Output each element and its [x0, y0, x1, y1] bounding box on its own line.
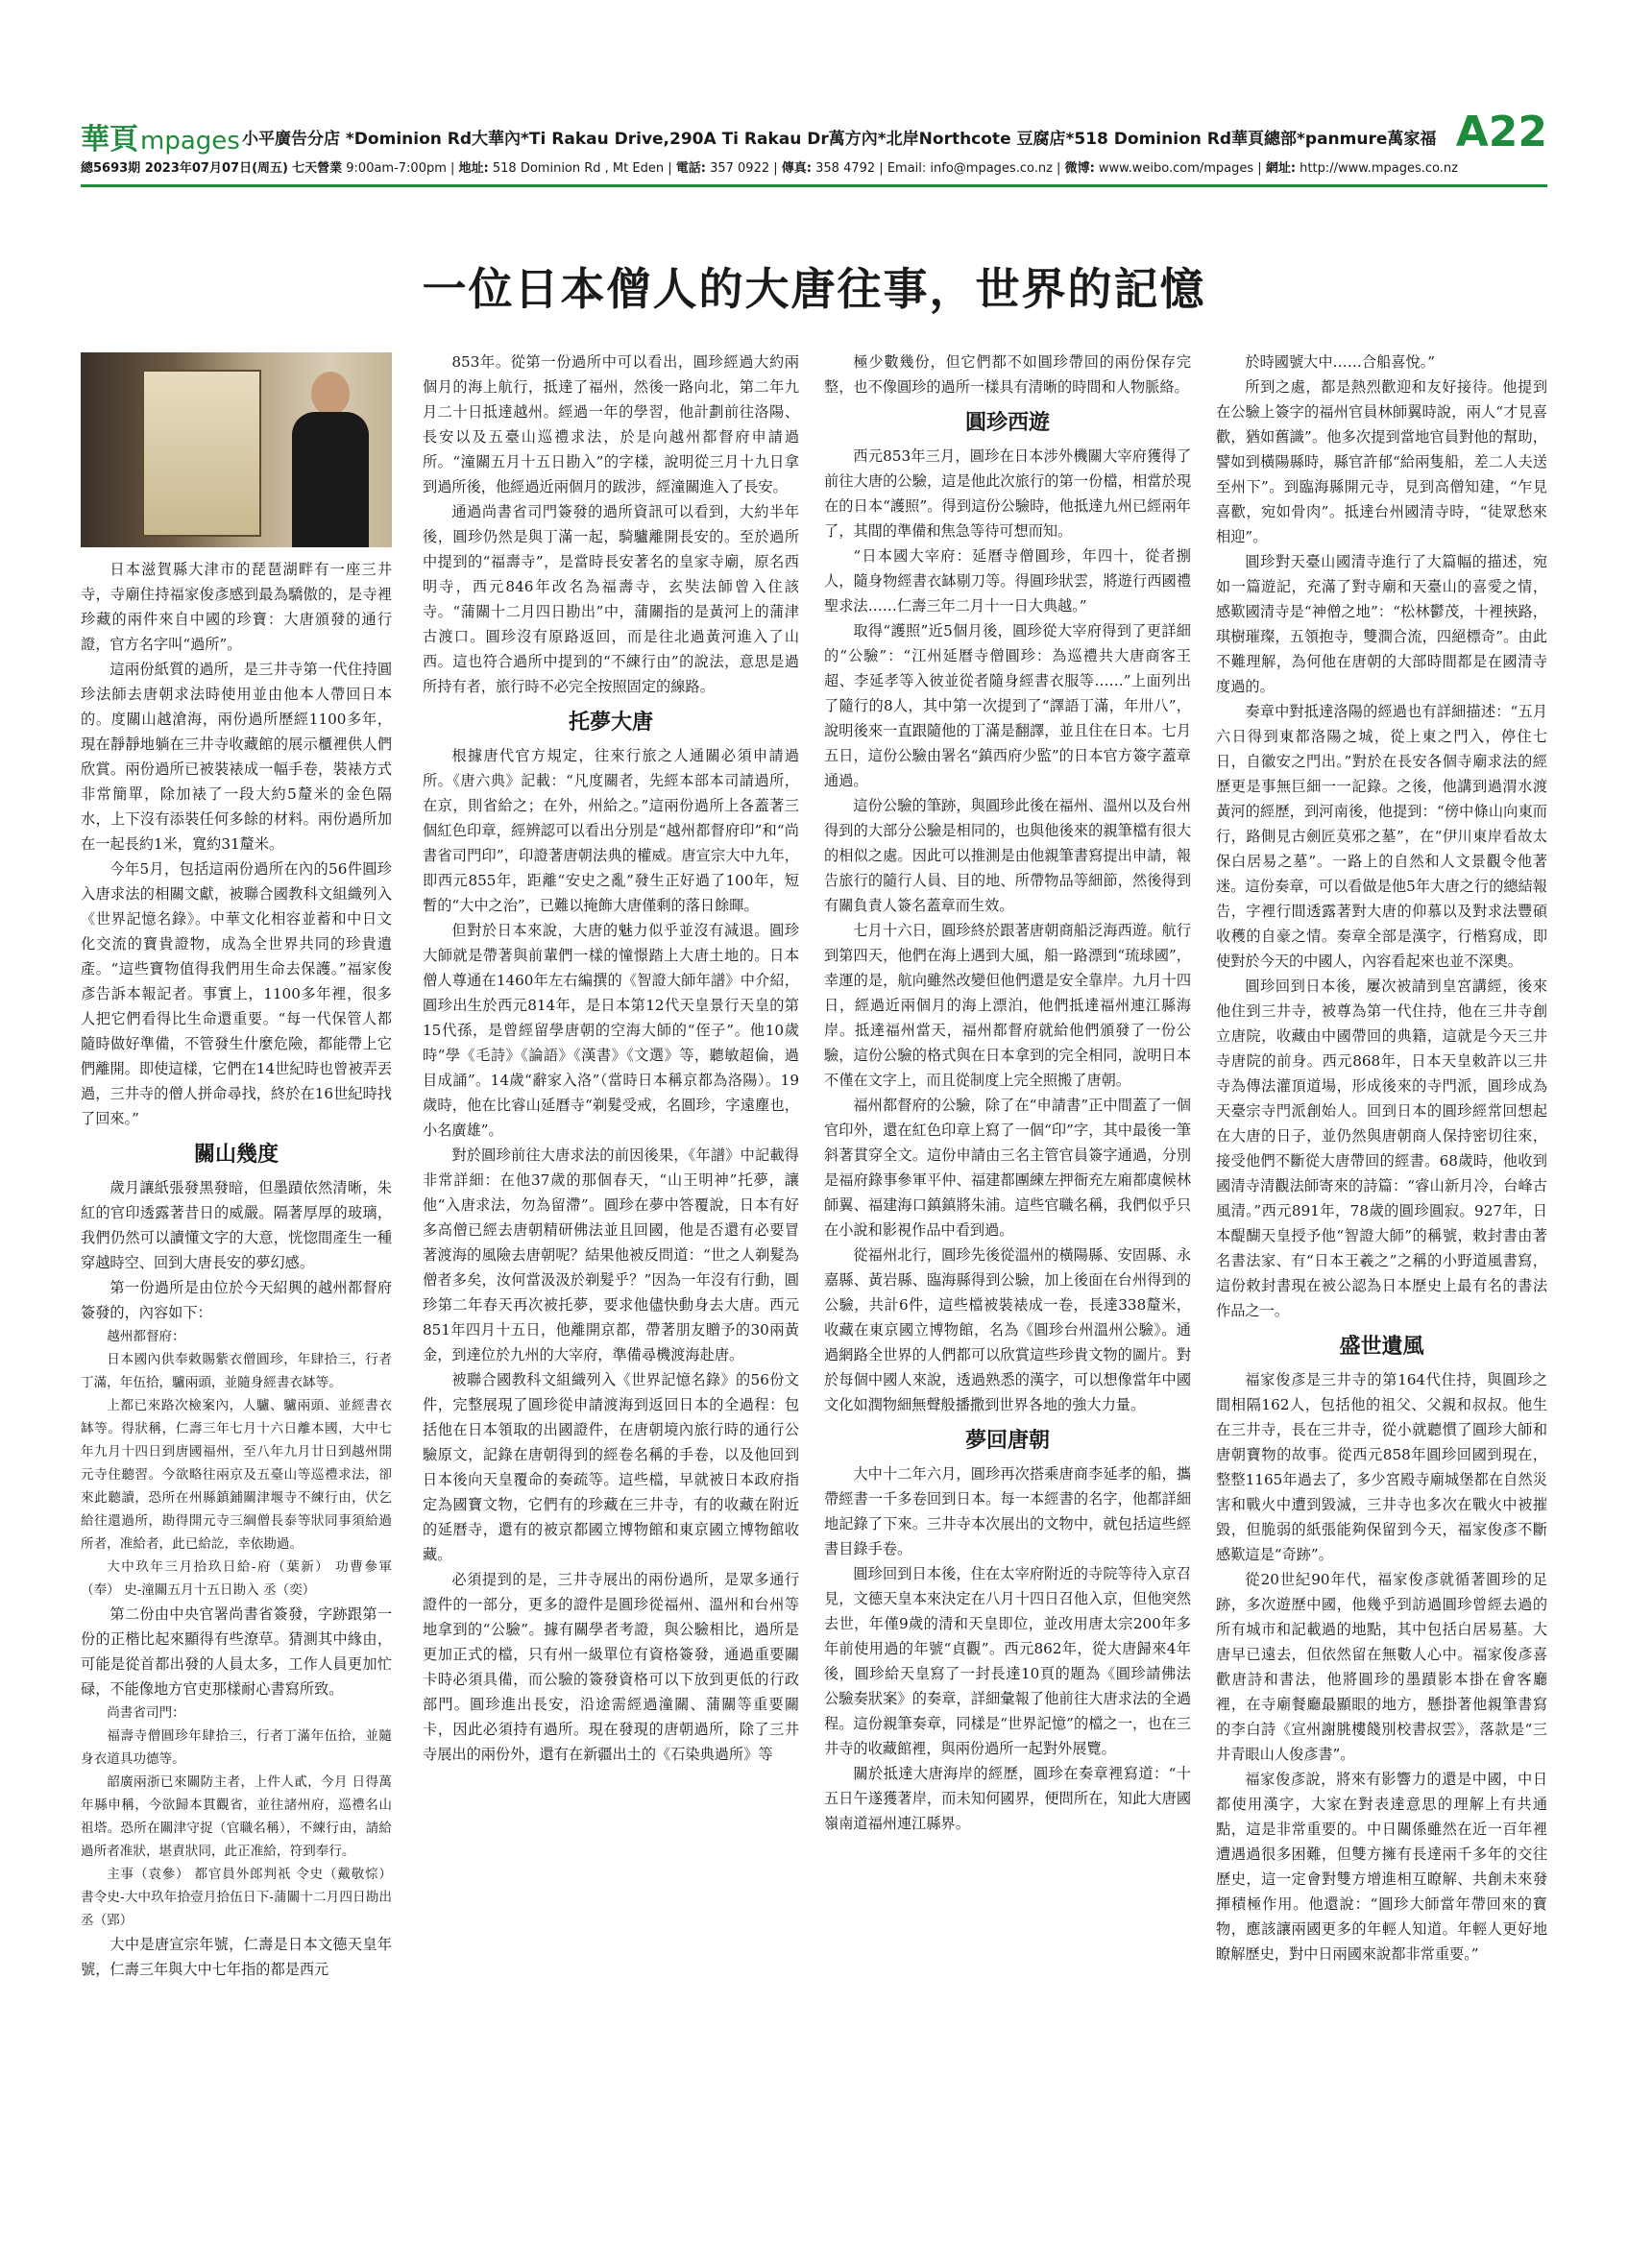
paragraph: 圓珍回到日本後，屢次被請到皇宮講經，後來他住到三井寺，被尊為第一代住持，他在三井寺創立唐院，收藏由中國帶回的典籍，這就是今天三井寺唐院的前身。西元868年，日本天皇敕許以三井寺為傳法灌頂道場，形成後來的寺門派，圓珍成為天臺宗寺門派創始人。回到日本的圓珍經常回想起在大唐的日子，並仍然與唐朝商人保持密切往來，接受他們不斷從大唐帶回的經書。68歲時，他收到國清寺清觀法師寄來的詩篇：“睿山新月冷，台峰古風清。”西元891年，78歲的圓珍圓寂。927年，日本醍醐天皇授予他“智證大師”的稱號，敕封書由著名書法家、有“日本王羲之”之稱的小野道風書寫，這份敕封書現在被公認為日本歷史上最有名的書法作品之一。 [1216, 977, 1547, 1319]
paragraph: 圓珍對天臺山國清寺進行了大篇幅的描述，宛如一篇遊記，充滿了對寺廟和天臺山的喜愛之情，感歎國清寺是“神僧之地”：“松林鬱茂，十裡挾路，琪樹璀璨，五領抱寺，雙澗合流，四絕標奇”。由此不難理解，為何他在唐朝的大部時間都是在國清寺度過的。 [1216, 553, 1547, 695]
section-heading: 盛世遺風 [1339, 1335, 1424, 1359]
paragraph: 福州都督府的公驗，除了在“申請書”正中間蓋了一個官印外，還在紅色印章上寫了一個“印”字，其中最後一筆斜著貫穿全文。這份申請由三名主管官員簽字通過，分別是福府錄事參軍平仲、福建都團練左押衙充左廂都虞候林師翼、福建海口鎮鎮將朱浦。這些官職名稱，我們似乎只在小說和影視作品中看到過。 [824, 1097, 1191, 1239]
scroll-exhibit-image [142, 370, 261, 537]
paragraph: 從20世紀90年代，福家俊彥就循著圓珍的足跡，多次遊歷中國，他幾乎到訪過圓珍曾經去過的所有城市和記載過的地點，其中包括白居易墓。大唐早已遠去，但依然留在無數人心中。福家俊彥喜歡唐詩和書法，他將圓珍的墨蹟影本掛在會客廳裡，在寺廟餐廳最顯眼的地方，懸掛著他親筆書寫的李白詩《宣州謝朓樓餞別校書叔雲》，落款是“三井青眼山人俊彥書”。 [1216, 1571, 1547, 1763]
masthead [81, 108, 1547, 186]
paragraph: 今年5月，包括這兩份過所在內的56件圓珍入唐求法的相關文獻，被聯合國教科文組織列入《世界記憶名錄》。中華文化相容並蓄和中日文化交流的寶貴證物，成為全世界共同的珍貴遺產。“這些寶物值得我們用生命去保護。”福家俊彥告訴本報記者。事實上，1100多年裡，很多人把它們看得比生命還重要。“每一代保管人都隨時做好準備，不管發生什麼危險，都能帶上它們離開。即使這樣，它們在14世紀時也曾被弄丟過，三井寺的僧人拼命尋找，終於在16世紀時找了回來。” [81, 860, 392, 1127]
logo-chinese: 華頁 [81, 123, 138, 157]
section-heading: 夢回唐朝 [964, 1429, 1050, 1453]
paragraph: 通過尚書省司門簽發的過所資訊可以看到，大約半年後，圓珍仍然是與丁滿一起，騎驢離開長安的。至於過所中提到的“福壽寺”，是當時長安著名的皇家寺廟，原名西明寺，西元846年改名為福壽寺，玄奘法師曾入住該寺。“蒲關十二月四日勘出”中，蒲關指的是黃河上的蒲津古渡口。圓珍沒有原路返回，而是往北過黃河進入了山西。這也符合過所中提到的“不練行由”的說法，意思是過所持有者，旅行時不必完全按照固定的線路。 [423, 503, 799, 695]
paragraph: 圓珍回到日本後，住在太宰府附近的寺院等待入京召見，文德天皇本來決定在八月十四日召他入京，但他突然去世，年僅9歲的清和天皇即位，並改用唐太宗200年多年前使用過的年號“貞觀”。西元862年，從大唐歸來4年後，圓珍給天皇寫了一封長達10頁的題為《圓珍請佛法公驗奏狀案》的奏章，詳細彙報了他前往大唐求法的全過程。這份親筆奏章，同樣是“世界記憶”的檔之一，也在三井寺的收藏館裡，與兩份過所一起對外展覽。 [824, 1565, 1191, 1757]
section-heading: 關山幾度 [193, 1143, 279, 1167]
paragraph: 必須提到的是，三井寺展出的兩份過所，是眾多通行證件的一部分，更多的證件是圓珍從福州、溫州和台州等地拿到的“公驗”。據有關學者考證，與公驗相比，過所是更加正式的檔，只有州一級單位有資格簽發，通過重要關卡時必須具備，而公驗的簽發資格可以下放到更低的行政部門。圓珍進出長安，沿途需經過潼關、蒲關等重要關卡，因此必須持有過所。現在發現的唐朝過所，除了三井寺展出的兩份外，還有在新疆出土的《石染典過所》等 [423, 1571, 799, 1763]
paragraph: 對於圓珍前往大唐求法的前因後果，《年譜》中記載得非常詳細：在他37歲的那個春天，“山王明神”托夢，讓他“入唐求法，勿為留滯”。圓珍在夢中答覆說，日本有好多高僧已經去唐朝精研佛法並且回國，他是否還有必要冒著渡海的風險去唐朝呢？結果他被反問道：“世之人剃髮為僧者多矣，汝何當汲汲於剃髮乎？”因為一年沒有行動，圓珍第二年春天再次被托夢，要求他儘快動身去大唐。西元851年四月十五日，他離開京都，帶著朋友贈予的30兩黃金，到達位於九州的大宰府，準備尋機渡海赴唐。 [423, 1146, 799, 1363]
article-column-3 [824, 350, 1191, 1836]
article-column-4 [1216, 350, 1547, 1966]
paragraph: 853年。從第一份過所中可以看出，圓珍經過大約兩個月的海上航行，抵達了福州，然後一路向北，第二年九月二十日抵達越州。經過一年的學習，他計劃前往洛陽、長安以及五臺山巡禮求法，於是向越州都督府申請過所。“潼關五月十五日勘入”的字樣，說明從三月十九日拿到過所後，他經過近兩個月的跋涉，經潼關進入了長安。 [423, 353, 799, 495]
paragraph: 於時國號大中……合船喜悅。” [1245, 353, 1435, 371]
weibo-link[interactable]: www.weibo.com/mpages [1098, 161, 1254, 176]
article-headline: 一位日本僧人的大唐往事，世界的記憶 [422, 262, 1206, 315]
website-link[interactable]: http://www.mpages.co.nz [1300, 161, 1458, 176]
paragraph: 關於抵達大唐海岸的經歷，圓珍在奏章裡寫道：“十五日午遂獲著岸，而未知何國界，便問所在，知此大唐國嶺南道福州連江縣界。 [824, 1765, 1191, 1832]
hours-value: 9:00am-7:00pm [346, 161, 447, 176]
paragraph: 極少數幾份，但它們都不如圓珍帶回的兩份保存完整，也不像圓珍的過所一樣具有清晰的時間和人物脈絡。 [824, 353, 1191, 396]
paragraph: 大中是唐宣宗年號，仁壽是日本文德天皇年號，仁壽三年與大中七年指的都是西元 [81, 1936, 392, 1978]
quoted-document: 福壽寺僧圓珍年肆拾三，行者丁滿年伍拾，並隨身衣道具功德等。 [81, 1728, 392, 1767]
article-column-2 [423, 350, 799, 1767]
address-label: 地址: [458, 161, 489, 176]
paragraph: 被聯合國教科文組織列入《世界記憶名錄》的56份文件，完整展現了圓珍從申請渡海到返回日本的全過程：包括他在日本領取的出國證件，在唐朝境內旅行時的通行公驗原文，記錄在唐朝得到的經卷名稱的手卷，以及他回到日本後向天皇覆命的奏疏等。這些檔，早就被日本政府指定為國寶文物，它們有的珍藏在三井寺，有的收藏在附近的延曆寺，還有的被京都國立博物館和東京國立博物館收藏。 [423, 1371, 799, 1563]
quoted-document: 越州都督府： [107, 1329, 185, 1344]
address-value: 518 Dominion Rd , Mt Eden [492, 161, 665, 176]
paragraph: 所到之處，都是熱烈歡迎和友好接待。他提到在公驗上簽字的福州官員林師翼時說，兩人“才見喜歡，猶如舊識”。他多次提到當地官員對他的幫助，譬如到橫陽縣時，縣官許郁“給兩隻船，差二人夫送至州下”。到臨海縣開元寺，見到高僧知建，“乍見喜歡，宛如骨肉”。抵達台州國清寺時，“徒眾愁來相迎”。 [1216, 378, 1547, 545]
fax-value: 358 4792 [815, 161, 876, 176]
paragraph: 歲月讓紙張發黑發暗，但墨蹟依然清晰，朱紅的官印透露著昔日的威嚴。隔著厚厚的玻璃，我們仍然可以讀懂文字的大意，恍惚間產生一種穿越時空、回到大唐長安的夢幻感。 [81, 1179, 392, 1271]
paragraph: 七月十六日，圓珍終於跟著唐朝商船泛海西遊。航行到第四天，他們在海上遇到大風，船一路漂到“琉球國”，幸運的是，航向雖然改變但他們還是安全靠岸。九月十四日，經過近兩個月的海上漂泊，他們抵達福州連江縣海岸。抵達福州當天，福州都督府就給他們頒發了一份公驗，這份公驗的格式與在日本拿到的完全相同，說明日本不僅在文字上，而且從制度上完全照搬了唐朝。 [824, 922, 1191, 1089]
quoted-document: 日本國內供奉敕賜紫衣僧圓珍，年肆拾三，行者丁滿，年伍拾，驢兩頭，並隨身經書衣缽等。 [81, 1352, 392, 1390]
section-heading: 托夢大唐 [568, 711, 653, 735]
publication-info: 總5693期 2023年07月07日(周五) 七天營業 9:00am-7:00pm | 地址: 518 Dominion Rd , Mt Eden | 電話: 357 0922 | 傳真: 358 4792 | Email: info@mpages.co.nz | 微博: www.weibo.com/mpages | 網址: http://www.mpages.co.nz [81, 161, 1458, 176]
paragraph: 日本滋賀縣大津市的琵琶湖畔有一座三井寺，寺廟住持福家俊彥感到最為驕傲的，是寺裡珍藏的兩件來自中國的珍寶：大唐頒發的通行證，官方名字叫“過所”。 [81, 561, 392, 653]
quoted-document: 大中玖年三月拾玖日給-府（葉新） 功曹參軍（奉） 史-潼關五月十五日勘入 丞（奕） [81, 1559, 392, 1598]
issue-date: 總5693期 2023年07月07日(周五) [81, 161, 288, 176]
paragraph: 根據唐代官方規定，往來行旅之人通關必須申請過所。《唐六典》記載：“凡度關者，先經本部本司請過所，在京，則省給之；在外，州給之。”這兩份過所上各蓋著三個紅色印章，經辨認可以看出分別是“越州都督府印”和“尚書省司門印”，印證著唐朝法典的權威。唐宣宗大中九年，即西元855年，距離“安史之亂”發生正好過了100年，短暫的“大中之治”，已難以掩飾大唐僅剩的落日餘暉。 [423, 747, 799, 914]
quoted-document: 上都已來路次檢案內，人驢、驢兩頭、並經書衣缽等。得狀稱，仁壽三年七月十六日離本國，大中七年九月十四日到唐國福州，至八年九月廿日到越州開元寺住聽習。今欲略往兩京及五臺山等巡禮求法，卻來此聽讀，恐所在州縣鎮鋪關津堰寺不練行由，伏乞給往還過所，勘得開元寺三綱僧長泰等狀同事須給過所者，准給者，此已給訖，幸依勘過。 [81, 1398, 392, 1552]
store-locations: 小平廣告分店 *Dominion Rd大華內*Ti Rakau Drive,290A Ti Rakau Dr萬方內*北岸Northcote 豆腐店*518 Dominion Rd華頁總部*panmure萬家福 [242, 130, 1437, 149]
paragraph: 福家俊彥是三井寺的第164代住持，與圓珍之間相隔162人，包括他的祖父、父親和叔叔。他生在三井寺，長在三井寺，從小就聽慣了圓珍大師和唐朝寶物的故事。從西元858年圓珍回國到現在，整整1165年過去了，多少宮殿寺廟城堡都在自然災害和戰火中遭到毀滅，三井寺也多次在戰火中被摧毀，但脆弱的紙張能夠保留到今天，福家俊彥不斷感歎這是“奇跡”。 [1216, 1371, 1547, 1563]
paragraph: 奏章中對抵達洛陽的經過也有詳細描述：“五月六日得到東都洛陽之城，從上東之門入，停住七日，自徽安之門出。”對於在長安各個寺廟求法的經歷更是事無巨細一一記錄。之後，他講到過渭水渡黃河的經歷，到河南後，他提到：“傍中條山向東而行，路側見古劍匠莫邪之墓”，在“伊川東岸看故太保白居易之墓”。一路上的自然和人文景觀令他著迷。這份奏章，可以看做是他5年大唐之行的總結報告，字裡行間透露著對大唐的仰慕以及對求法豐碩收穫的自豪之情。奏章全部是漢字，行楷寫成，即使對於今天的中國人，內容看起來也並不深奧。 [1216, 703, 1547, 970]
weibo-label: 微博: [1064, 161, 1095, 176]
paragraph: 這兩份紙質的過所，是三井寺第一代住持圓珍法師去唐朝求法時使用並由他本人帶回日本的。度關山越滄海，兩份過所歷經1100多年，現在靜靜地躺在三井寺收藏館的展示櫃裡供人們欣賞。兩份過所已被裝裱成一幅手卷，裝裱方式非常簡單，除加裱了一段大約5釐米的金色隔水，上下沒有添裝任何多餘的材料。兩份過所加在一起長約1米，寬約31釐米。 [81, 661, 392, 853]
paragraph: 福家俊彥說，將來有影響力的還是中國，中日都使用漢字，大家在對表達意思的理解上有共通點，這是非常重要的。中日關係雖然在近一百年裡遭遇過很多困難，但雙方擁有長達兩千多年的交往歷史，這一定會對雙方增進相互瞭解、共創未來發揮積極作用。他還說：“圓珍大師當年帶回來的寶物，應該讓兩國更多的年輕人知道。年輕人更好地瞭解歷史，對中日兩國來說都非常重要。” [1216, 1771, 1547, 1963]
mpages-logo[interactable] [81, 115, 240, 157]
fax-label: 傳真: [781, 161, 812, 176]
paragraph: 取得“護照”近5個月後，圓珍從大宰府得到了更詳細的“公驗”：“江州延曆寺僧圓珍：為巡禮共大唐商客王超、李延孝等入彼並從者隨身經書衣服等……”上面列出了隨行的8人，其中第一次提到了“譯語丁滿，年卅八”，說明後來一直跟隨他的丁滿是翻譯，並且住在日本。七月五日，這份公驗由署名“鎮西府少監”的日本官方簽字蓋章通過。 [824, 622, 1191, 789]
paragraph: 第二份由中央官署尚書省簽發，字跡跟第一份的正楷比起來顯得有些潦草。猜測其中緣由，可能是從首都出發的人員太多，工作人員更加忙碌，不能像地方官吏那樣耐心書寫所致。 [81, 1605, 392, 1698]
quoted-document: 韶廣兩浙已來關防主者，上件人貳，今月 日得萬年縣申稱，今欲歸本貫觀省，並往諸州府，巡禮名山祖塔。恐所在關津守捉（官職名稱），不練行由，請給過所者准狀，堪責狀同，此正准給，符到奉行。 [81, 1774, 392, 1859]
quoted-document: 主事（袁參） 都官員外郎判祇 令史（戴敬悰） 書令史-大中玖年拾壹月拾伍日下-蒲關十二月四日勘出 丞（郢） [81, 1867, 392, 1928]
masthead-divider [81, 184, 1547, 187]
email-link[interactable]: info@mpages.co.nz [930, 161, 1053, 176]
phone-label: 電話: [675, 161, 706, 176]
paragraph: 第一份過所是由位於今天紹興的越州都督府簽發的，內容如下： [81, 1279, 392, 1321]
page-number: A22 [1455, 108, 1547, 157]
monk-robe [292, 412, 369, 547]
paragraph: 從福州北行，圓珍先後從溫州的橫陽縣、安固縣、永嘉縣、黃岩縣、臨海縣得到公驗，加上後面在台州得到的公驗，共計6件，這些檔被裝裱成一卷，長達338釐米，收藏在東京國立博物館，名為《圓珍台州溫州公驗》。通過網路全世界的人們都可以欣賞這些珍貴文物的圖片。對於每個中國人來說，透過熟悉的漢字，可以想像當年中國文化如潤物細無聲般播撒到世界各地的強大力量。 [824, 1246, 1191, 1413]
paragraph: 西元853年三月，圓珍在日本涉外機關大宰府獲得了前往大唐的公驗，這是他此次旅行的第一份檔，相當於現在的日本“護照”。得到這份公驗時，他抵達九州已經兩年了，其間的準備和焦急等待可想而知。 [824, 447, 1191, 540]
paragraph: 但對於日本來說，大唐的魅力似乎並沒有減退。圓珍大師就是帶著與前輩們一樣的憧憬踏上大唐土地的。日本僧人尊通在1460年左右編撰的《智證大師年譜》中介紹，圓珍出生於西元814年，是日本第12代天皇景行天皇的第15代孫，是曾經留學唐朝的空海大師的“侄子”。他10歲時“學《毛詩》《論語》《漢書》《文選》等，聽敏超倫，過目成誦”。14歲“辭家入洛”（當時日本稱京都為洛陽）。19歲時，他在比睿山延曆寺“剃髮受戒，名圓珍，字遠塵也，小名廣雄”。 [423, 922, 799, 1139]
hours-label: 七天營業 [292, 161, 343, 176]
logo-english: mpages [140, 127, 240, 156]
paragraph: “日本國大宰府：延曆寺僧圓珍，年四十，從者捌人，隨身物經書衣缽剔刀等。得圓珍狀雲，將遊行西國禮聖求法……仁壽三年二月十一日大典越。” [824, 547, 1191, 615]
article-column-1 [81, 557, 392, 1982]
quoted-document: 尚書省司門： [107, 1705, 185, 1721]
web-label: 網址: [1265, 161, 1297, 176]
monk-head [311, 372, 350, 416]
monk-figure-image [292, 372, 369, 547]
phone-value: 357 0922 [710, 161, 770, 176]
section-heading: 圓珍西遊 [964, 411, 1050, 435]
email-label: Email: [887, 161, 927, 176]
paragraph: 大中十二年六月，圓珍再次搭乘唐商李延孝的船，攜帶經書一千多卷回到日本。每一本經書的名字，他都詳細地記錄了下來。三井寺本次展出的文物中，就包括這些經書目錄手卷。 [824, 1465, 1191, 1557]
article-photo [81, 352, 392, 547]
paragraph: 這份公驗的筆跡，與圓珍此後在福州、溫州以及台州得到的大部分公驗是相同的，也與他後來的親筆檔有很大的相似之處。因此可以推測是由他親筆書寫提出申請，報告旅行的隨行人員、目的地、所帶物品等細節，然後得到有關負責人簽名蓋章而生效。 [824, 797, 1191, 914]
